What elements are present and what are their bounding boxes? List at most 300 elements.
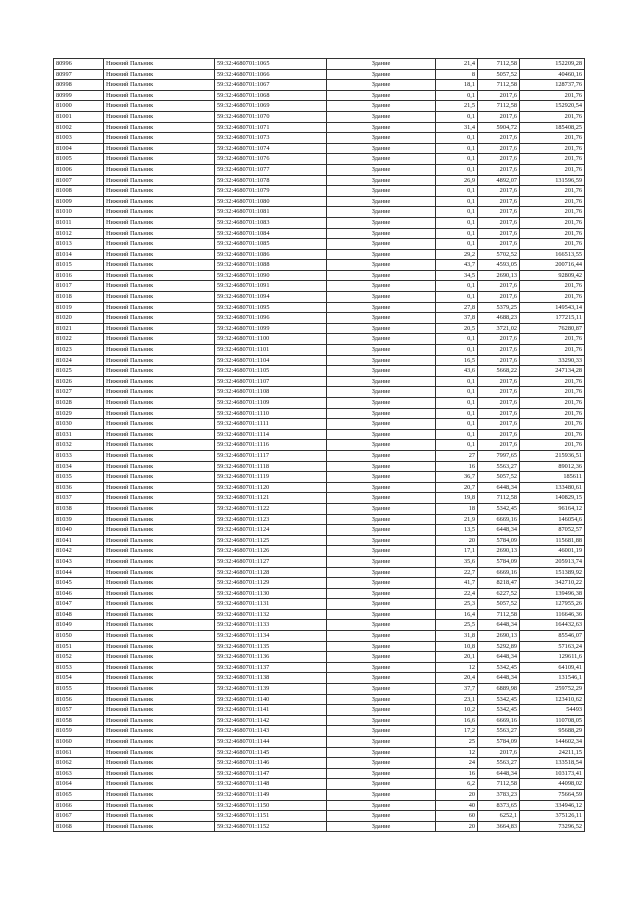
cadastral-value-cell: 201,76 (520, 154, 585, 165)
settlement-name-cell: Нижний Пальник (104, 525, 215, 536)
specific-value-cell: 2017,6 (478, 90, 520, 101)
area-value-cell: 17,1 (436, 546, 478, 557)
row-number-cell: 81015 (54, 260, 104, 271)
specific-value-cell: 5563,27 (478, 726, 520, 737)
settlement-name-cell: Нижний Пальник (104, 80, 215, 91)
area-value-cell: 0,1 (436, 398, 478, 409)
cadastral-number-cell: 59:32:4680701:1084 (215, 228, 327, 239)
object-type-cell: Здание (327, 546, 436, 557)
area-value-cell: 0,1 (436, 429, 478, 440)
cadastral-value-cell: 144602,34 (520, 737, 585, 748)
table-row (54, 133, 585, 144)
object-type-cell: Здание (327, 461, 436, 472)
specific-value-cell: 6252,1 (478, 811, 520, 822)
row-number-cell: 81008 (54, 186, 104, 197)
specific-value-cell: 5904,72 (478, 122, 520, 133)
area-value-cell: 43,6 (436, 366, 478, 377)
settlement-name-cell: Нижний Пальник (104, 408, 215, 419)
object-type-cell: Здание (327, 323, 436, 334)
cadastral-value-cell: 33290,33 (520, 355, 585, 366)
specific-value-cell: 2017,6 (478, 281, 520, 292)
specific-value-cell: 2017,6 (478, 111, 520, 122)
cadastral-value-cell: 131546,1 (520, 673, 585, 684)
row-number-cell: 81038 (54, 503, 104, 514)
object-type-cell: Здание (327, 599, 436, 610)
object-type-cell: Здание (327, 175, 436, 186)
cadastral-value-cell: 201,76 (520, 164, 585, 175)
specific-value-cell: 7112,58 (478, 59, 520, 70)
settlement-name-cell: Нижний Пальник (104, 768, 215, 779)
cadastral-value-cell: 201,76 (520, 90, 585, 101)
settlement-name-cell: Нижний Пальник (104, 376, 215, 387)
row-number-cell: 81005 (54, 154, 104, 165)
area-value-cell: 25 (436, 737, 478, 748)
cadastral-value-cell: 201,76 (520, 228, 585, 239)
specific-value-cell: 2017,6 (478, 355, 520, 366)
cadastral-number-cell: 59:32:4680701:1119 (215, 472, 327, 483)
table-row (54, 239, 585, 250)
area-value-cell: 0,1 (436, 228, 478, 239)
object-type-cell: Здание (327, 652, 436, 663)
object-type-cell: Здание (327, 207, 436, 218)
table-row (54, 175, 585, 186)
cadastral-value-cell: 201,76 (520, 398, 585, 409)
row-number-cell: 81016 (54, 270, 104, 281)
table-row (54, 652, 585, 663)
cadastral-value-cell: 201,76 (520, 239, 585, 250)
cadastral-value-cell: 139496,38 (520, 588, 585, 599)
cadastral-number-cell: 59:32:4680701:1088 (215, 260, 327, 271)
cadastral-number-cell: 59:32:4680701:1152 (215, 821, 327, 832)
row-number-cell: 81014 (54, 249, 104, 260)
row-number-cell: 81029 (54, 408, 104, 419)
cadastral-number-cell: 59:32:4680701:1116 (215, 440, 327, 451)
table-row (54, 59, 585, 70)
settlement-name-cell: Нижний Пальник (104, 482, 215, 493)
cadastral-value-cell: 215936,51 (520, 450, 585, 461)
specific-value-cell: 2017,6 (478, 143, 520, 154)
specific-value-cell: 5784,09 (478, 535, 520, 546)
settlement-name-cell: Нижний Пальник (104, 694, 215, 705)
object-type-cell: Здание (327, 694, 436, 705)
cadastral-number-cell: 59:32:4680701:1100 (215, 334, 327, 345)
row-number-cell: 81060 (54, 737, 104, 748)
table-row (54, 578, 585, 589)
cadastral-number-cell: 59:32:4680701:1117 (215, 450, 327, 461)
object-type-cell: Здание (327, 419, 436, 430)
row-number-cell: 80996 (54, 59, 104, 70)
row-number-cell: 81019 (54, 302, 104, 313)
row-number-cell: 81042 (54, 546, 104, 557)
cadastral-value-cell: 201,76 (520, 133, 585, 144)
row-number-cell: 81050 (54, 631, 104, 642)
area-value-cell: 0,1 (436, 143, 478, 154)
cadastral-value-cell: 146054,6 (520, 514, 585, 525)
cadastral-value-cell: 44098,02 (520, 779, 585, 790)
table-row (54, 811, 585, 822)
area-value-cell: 0,1 (436, 133, 478, 144)
specific-value-cell: 3783,23 (478, 789, 520, 800)
area-value-cell: 0,1 (436, 408, 478, 419)
cadastral-value-cell: 201,76 (520, 376, 585, 387)
object-type-cell: Здание (327, 355, 436, 366)
object-type-cell: Здание (327, 726, 436, 737)
cadastral-value-cell: 103173,41 (520, 768, 585, 779)
cadastral-number-cell: 59:32:4680701:1108 (215, 387, 327, 398)
cadastral-value-cell: 375126,11 (520, 811, 585, 822)
settlement-name-cell: Нижний Пальник (104, 737, 215, 748)
cadastral-number-cell: 59:32:4680701:1118 (215, 461, 327, 472)
specific-value-cell: 7997,65 (478, 450, 520, 461)
area-value-cell: 26,9 (436, 175, 478, 186)
table-row (54, 111, 585, 122)
cadastral-value-cell: 185408,25 (520, 122, 585, 133)
table-row (54, 684, 585, 695)
table-row (54, 588, 585, 599)
cadastral-value-cell: 54493 (520, 705, 585, 716)
specific-value-cell: 5379,25 (478, 302, 520, 313)
area-value-cell: 12 (436, 662, 478, 673)
settlement-name-cell: Нижний Пальник (104, 747, 215, 758)
cadastral-number-cell: 59:32:4680701:1065 (215, 59, 327, 70)
table-row (54, 228, 585, 239)
cadastral-number-cell: 59:32:4680701:1145 (215, 747, 327, 758)
table-row (54, 313, 585, 324)
table-row (54, 662, 585, 673)
object-type-cell: Здание (327, 789, 436, 800)
area-value-cell: 20,7 (436, 482, 478, 493)
cadastral-value-cell: 200716,44 (520, 260, 585, 271)
object-type-cell: Здание (327, 768, 436, 779)
cadastral-value-cell: 201,76 (520, 387, 585, 398)
table-row (54, 705, 585, 716)
cadastral-value-cell: 201,76 (520, 217, 585, 228)
object-type-cell: Здание (327, 90, 436, 101)
row-number-cell: 81018 (54, 292, 104, 303)
settlement-name-cell: Нижний Пальник (104, 228, 215, 239)
specific-value-cell: 2017,6 (478, 429, 520, 440)
cadastral-value-cell: 201,76 (520, 186, 585, 197)
object-type-cell: Здание (327, 821, 436, 832)
row-number-cell: 81010 (54, 207, 104, 218)
area-value-cell: 40 (436, 800, 478, 811)
specific-value-cell: 2017,6 (478, 292, 520, 303)
table-row (54, 641, 585, 652)
row-number-cell: 80999 (54, 90, 104, 101)
cadastral-number-cell: 59:32:4680701:1132 (215, 609, 327, 620)
object-type-cell: Здание (327, 345, 436, 356)
specific-value-cell: 2017,6 (478, 186, 520, 197)
object-type-cell: Здание (327, 281, 436, 292)
settlement-name-cell: Нижний Пальник (104, 546, 215, 557)
object-type-cell: Здание (327, 811, 436, 822)
cadastral-number-cell: 59:32:4680701:1143 (215, 726, 327, 737)
row-number-cell: 81025 (54, 366, 104, 377)
table-row (54, 186, 585, 197)
cadastral-value-cell: 152209,28 (520, 59, 585, 70)
specific-value-cell: 7112,58 (478, 779, 520, 790)
settlement-name-cell: Нижний Пальник (104, 260, 215, 271)
object-type-cell: Здание (327, 59, 436, 70)
area-value-cell: 34,5 (436, 270, 478, 281)
area-value-cell: 16,4 (436, 609, 478, 620)
row-number-cell: 81044 (54, 567, 104, 578)
cadastral-value-cell: 96164,12 (520, 503, 585, 514)
object-type-cell: Здание (327, 260, 436, 271)
specific-value-cell: 2017,6 (478, 217, 520, 228)
table-row (54, 366, 585, 377)
cadastral-number-cell: 59:32:4680701:1081 (215, 207, 327, 218)
row-number-cell: 81045 (54, 578, 104, 589)
cadastral-number-cell: 59:32:4680701:1128 (215, 567, 327, 578)
settlement-name-cell: Нижний Пальник (104, 758, 215, 769)
table-row (54, 122, 585, 133)
table-row (54, 514, 585, 525)
row-number-cell: 81068 (54, 821, 104, 832)
cadastral-number-cell: 59:32:4680701:1070 (215, 111, 327, 122)
specific-value-cell: 5563,27 (478, 758, 520, 769)
cadastral-value-cell: 201,76 (520, 429, 585, 440)
specific-value-cell: 6448,34 (478, 652, 520, 663)
specific-value-cell: 2017,6 (478, 398, 520, 409)
row-number-cell: 81036 (54, 482, 104, 493)
cadastral-value-cell: 185611 (520, 472, 585, 483)
row-number-cell: 81012 (54, 228, 104, 239)
row-number-cell: 81006 (54, 164, 104, 175)
cadastral-value-cell: 201,76 (520, 419, 585, 430)
object-type-cell: Здание (327, 758, 436, 769)
area-value-cell: 60 (436, 811, 478, 822)
row-number-cell: 81062 (54, 758, 104, 769)
cadastral-number-cell: 59:32:4680701:1148 (215, 779, 327, 790)
settlement-name-cell: Нижний Пальник (104, 429, 215, 440)
object-type-cell: Здание (327, 408, 436, 419)
area-value-cell: 10,8 (436, 641, 478, 652)
area-value-cell: 35,6 (436, 556, 478, 567)
table-row (54, 398, 585, 409)
area-value-cell: 22,4 (436, 588, 478, 599)
settlement-name-cell: Нижний Пальник (104, 726, 215, 737)
object-type-cell: Здание (327, 535, 436, 546)
specific-value-cell: 2690,13 (478, 270, 520, 281)
table-row (54, 334, 585, 345)
settlement-name-cell: Нижний Пальник (104, 662, 215, 673)
object-type-cell: Здание (327, 525, 436, 536)
table-row (54, 821, 585, 832)
cadastral-value-cell: 342710,22 (520, 578, 585, 589)
object-type-cell: Здание (327, 493, 436, 504)
cadastral-value-cell: 24211,15 (520, 747, 585, 758)
area-value-cell: 20 (436, 535, 478, 546)
table-row (54, 207, 585, 218)
object-type-cell: Здание (327, 472, 436, 483)
cadastral-value-cell: 57163,24 (520, 641, 585, 652)
object-type-cell: Здание (327, 450, 436, 461)
specific-value-cell: 5342,45 (478, 662, 520, 673)
settlement-name-cell: Нижний Пальник (104, 398, 215, 409)
cadastral-number-cell: 59:32:4680701:1094 (215, 292, 327, 303)
cadastral-number-cell: 59:32:4680701:1114 (215, 429, 327, 440)
area-value-cell: 36,7 (436, 472, 478, 483)
specific-value-cell: 2017,6 (478, 408, 520, 419)
settlement-name-cell: Нижний Пальник (104, 281, 215, 292)
table-row (54, 419, 585, 430)
cadastral-number-cell: 59:32:4680701:1120 (215, 482, 327, 493)
table-row (54, 345, 585, 356)
cadastral-number-cell: 59:32:4680701:1149 (215, 789, 327, 800)
specific-value-cell: 7112,58 (478, 493, 520, 504)
specific-value-cell: 2017,6 (478, 207, 520, 218)
table-row (54, 779, 585, 790)
specific-value-cell: 6889,98 (478, 684, 520, 695)
cadastral-value-cell: 133480,61 (520, 482, 585, 493)
row-number-cell: 81064 (54, 779, 104, 790)
area-value-cell: 20,5 (436, 323, 478, 334)
specific-value-cell: 2017,6 (478, 228, 520, 239)
row-number-cell: 81055 (54, 684, 104, 695)
table-row (54, 408, 585, 419)
cadastral-number-cell: 59:32:4680701:1107 (215, 376, 327, 387)
cadastral-value-cell: 127955,26 (520, 599, 585, 610)
specific-value-cell: 5057,52 (478, 69, 520, 80)
table-row (54, 556, 585, 567)
area-value-cell: 8 (436, 69, 478, 80)
table-row (54, 493, 585, 504)
row-number-cell: 81046 (54, 588, 104, 599)
row-number-cell: 81034 (54, 461, 104, 472)
cadastral-value-cell: 201,76 (520, 345, 585, 356)
cadastral-value-cell: 95688,29 (520, 726, 585, 737)
row-number-cell: 81030 (54, 419, 104, 430)
area-value-cell: 17,2 (436, 726, 478, 737)
table-row (54, 503, 585, 514)
row-number-cell: 81031 (54, 429, 104, 440)
cadastral-number-cell: 59:32:4680701:1074 (215, 143, 327, 154)
cadastral-number-cell: 59:32:4680701:1091 (215, 281, 327, 292)
settlement-name-cell: Нижний Пальник (104, 59, 215, 70)
settlement-name-cell: Нижний Пальник (104, 292, 215, 303)
object-type-cell: Здание (327, 366, 436, 377)
area-value-cell: 0,1 (436, 345, 478, 356)
settlement-name-cell: Нижний Пальник (104, 641, 215, 652)
specific-value-cell: 6448,34 (478, 620, 520, 631)
cadastral-number-cell: 59:32:4680701:1069 (215, 101, 327, 112)
cadastral-value-cell: 151389,92 (520, 567, 585, 578)
specific-value-cell: 8373,65 (478, 800, 520, 811)
cadastral-value-cell: 164432,63 (520, 620, 585, 631)
table-row (54, 525, 585, 536)
settlement-name-cell: Нижний Пальник (104, 652, 215, 663)
row-number-cell: 81021 (54, 323, 104, 334)
object-type-cell: Здание (327, 440, 436, 451)
cadastral-number-cell: 59:32:4680701:1133 (215, 620, 327, 631)
cadastral-value-cell: 128737,76 (520, 80, 585, 91)
table-row (54, 270, 585, 281)
specific-value-cell: 6669,16 (478, 567, 520, 578)
specific-value-cell: 7112,58 (478, 101, 520, 112)
specific-value-cell: 6448,34 (478, 525, 520, 536)
row-number-cell: 81048 (54, 609, 104, 620)
area-value-cell: 20 (436, 789, 478, 800)
row-number-cell: 81035 (54, 472, 104, 483)
settlement-name-cell: Нижний Пальник (104, 164, 215, 175)
area-value-cell: 37,7 (436, 684, 478, 695)
area-value-cell: 0,1 (436, 164, 478, 175)
cadastral-value-cell: 201,76 (520, 292, 585, 303)
area-value-cell: 29,2 (436, 249, 478, 260)
object-type-cell: Здание (327, 80, 436, 91)
cadastral-number-cell: 59:32:4680701:1150 (215, 800, 327, 811)
table-row (54, 800, 585, 811)
row-number-cell: 81002 (54, 122, 104, 133)
area-value-cell: 6,2 (436, 779, 478, 790)
cadastral-number-cell: 59:32:4680701:1134 (215, 631, 327, 642)
cadastral-value-cell: 259752,29 (520, 684, 585, 695)
cadastral-value-cell: 201,76 (520, 111, 585, 122)
table-row (54, 609, 585, 620)
object-type-cell: Здание (327, 239, 436, 250)
area-value-cell: 0,1 (436, 419, 478, 430)
area-value-cell: 27 (436, 450, 478, 461)
area-value-cell: 0,1 (436, 111, 478, 122)
specific-value-cell: 5057,52 (478, 599, 520, 610)
specific-value-cell: 7112,58 (478, 80, 520, 91)
specific-value-cell: 2017,6 (478, 133, 520, 144)
table-row (54, 302, 585, 313)
row-number-cell: 81056 (54, 694, 104, 705)
settlement-name-cell: Нижний Пальник (104, 631, 215, 642)
settlement-name-cell: Нижний Пальник (104, 800, 215, 811)
specific-value-cell: 3721,02 (478, 323, 520, 334)
object-type-cell: Здание (327, 270, 436, 281)
cadastral-value-cell: 201,76 (520, 207, 585, 218)
area-value-cell: 22,7 (436, 567, 478, 578)
cadastral-value-cell: 131596,59 (520, 175, 585, 186)
object-type-cell: Здание (327, 641, 436, 652)
object-type-cell: Здание (327, 567, 436, 578)
area-value-cell: 21,5 (436, 101, 478, 112)
settlement-name-cell: Нижний Пальник (104, 186, 215, 197)
cadastral-number-cell: 59:32:4680701:1104 (215, 355, 327, 366)
cadastral-value-cell: 85546,07 (520, 631, 585, 642)
cadastral-value-cell: 40460,16 (520, 69, 585, 80)
object-type-cell: Здание (327, 101, 436, 112)
row-number-cell: 81004 (54, 143, 104, 154)
area-value-cell: 0,1 (436, 376, 478, 387)
row-number-cell: 81049 (54, 620, 104, 631)
table-row (54, 292, 585, 303)
cadastral-number-cell: 59:32:4680701:1073 (215, 133, 327, 144)
object-type-cell: Здание (327, 609, 436, 620)
settlement-name-cell: Нижний Пальник (104, 567, 215, 578)
object-type-cell: Здание (327, 429, 436, 440)
object-type-cell: Здание (327, 228, 436, 239)
area-value-cell: 31,8 (436, 631, 478, 642)
row-number-cell: 81027 (54, 387, 104, 398)
row-number-cell: 81051 (54, 641, 104, 652)
cadastral-number-cell: 59:32:4680701:1099 (215, 323, 327, 334)
settlement-name-cell: Нижний Пальник (104, 472, 215, 483)
settlement-name-cell: Нижний Пальник (104, 122, 215, 133)
specific-value-cell: 2017,6 (478, 387, 520, 398)
table-row (54, 376, 585, 387)
settlement-name-cell: Нижний Пальник (104, 196, 215, 207)
specific-value-cell: 7112,58 (478, 609, 520, 620)
cadastral-value-cell: 116646,36 (520, 609, 585, 620)
specific-value-cell: 6448,34 (478, 673, 520, 684)
area-value-cell: 0,1 (436, 387, 478, 398)
area-value-cell: 23,1 (436, 694, 478, 705)
